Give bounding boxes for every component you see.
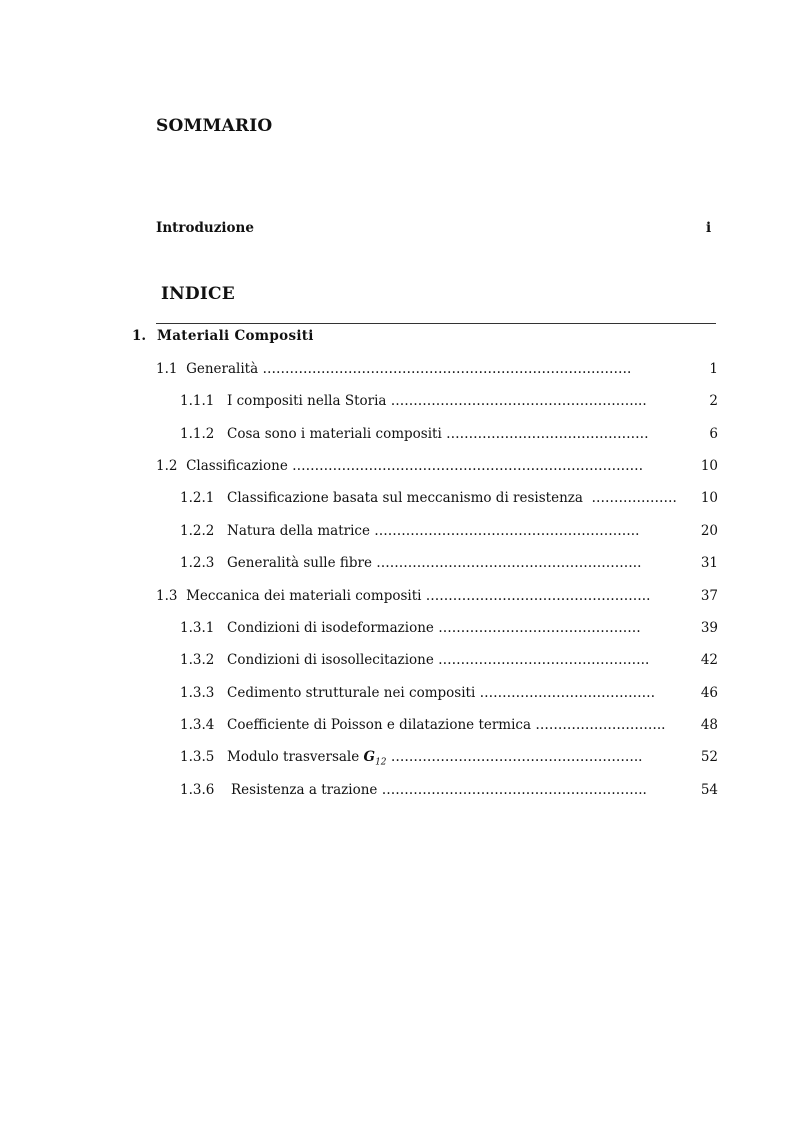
toc-entry[interactable] — [227, 523, 639, 539]
toc-number: 1.1.2 — [180, 426, 215, 442]
chapter-number: 1. — [132, 328, 147, 344]
toc-number: 1.3.1 — [180, 620, 215, 636]
toc-entry[interactable] — [227, 749, 642, 768]
toc-number: 1.1 — [156, 361, 178, 377]
toc-entry[interactable] — [227, 490, 677, 506]
toc-number: 1.1.1 — [180, 393, 215, 409]
toc-dots: ……………………………………… — [438, 620, 641, 636]
toc-page: 37 — [700, 588, 718, 604]
toc-dots: ………………………………… — [479, 685, 656, 701]
toc-dots: ………………………………………………….. — [374, 523, 640, 539]
toc-dots: …………………………………………………………………… — [292, 458, 644, 474]
toc-title: Natura della matrice — [227, 523, 370, 539]
toc-page: 10 — [700, 490, 718, 506]
toc-page: 39 — [700, 620, 718, 636]
toc-title: I compositi nella Storia — [227, 393, 387, 409]
index-divider — [156, 323, 716, 324]
toc-entry[interactable] — [156, 458, 643, 474]
toc-title: Generalità sulle fibre — [227, 555, 372, 571]
toc-title: Condizioni di isosollecitazione — [227, 652, 434, 668]
toc-number: 1.3.2 — [180, 652, 215, 668]
toc-dots: ………………. — [591, 490, 677, 506]
toc-dots: ………………………………………………... — [390, 393, 647, 409]
toc-page: 20 — [700, 523, 718, 539]
toc-number: 1.3.3 — [180, 685, 215, 701]
toc-page: 54 — [700, 782, 718, 798]
toc-page: 1 — [709, 361, 718, 377]
toc-entry[interactable] — [227, 426, 649, 442]
toc-page: 42 — [700, 652, 718, 668]
index-title: INDICE — [161, 284, 235, 304]
toc-entry[interactable] — [227, 685, 655, 701]
math-subscript: 12 — [375, 757, 387, 768]
toc-dots: ……………………………………… — [446, 426, 649, 442]
toc-page: 10 — [700, 458, 718, 474]
toc-number: 1.2.3 — [180, 555, 215, 571]
toc-title: Meccanica dei materiali compositi — [186, 588, 422, 604]
toc-dots: ………………………………………………….. — [381, 782, 647, 798]
toc-dots: ……………………………………….. — [438, 652, 650, 668]
toc-number: 1.2.1 — [180, 490, 215, 506]
toc-page: 48 — [700, 717, 718, 733]
toc-title: Classificazione basata sul meccanismo di resistenza — [227, 490, 583, 506]
math-symbol: $G_{12}$ — [363, 749, 387, 768]
toc-number: 1.3.4 — [180, 717, 215, 733]
toc-page: 52 — [700, 749, 718, 765]
toc-page: 2 — [709, 393, 718, 409]
toc-entry[interactable] — [231, 782, 647, 798]
intro-label[interactable]: Introduzione — [156, 220, 254, 236]
chapter-title[interactable]: Materiali Compositi — [157, 328, 314, 344]
toc-entry[interactable] — [227, 393, 647, 409]
toc-dots: ……………………………………………….. — [390, 749, 643, 765]
toc-title: Cosa sono i materiali compositi — [227, 426, 442, 442]
toc-page: 31 — [700, 555, 718, 571]
toc-title: Classificazione — [186, 458, 288, 474]
summary-title: SOMMARIO — [156, 116, 273, 136]
toc-title: Coefficiente di Poisson e dilatazione termica — [227, 717, 532, 733]
toc-title: Generalità — [186, 361, 259, 377]
toc-entry[interactable] — [227, 620, 641, 636]
toc-number: 1.2.2 — [180, 523, 215, 539]
toc-number: 1.2 — [156, 458, 178, 474]
toc-dots: ………………………………………….. — [425, 588, 651, 604]
intro-page: i — [706, 220, 712, 236]
toc-title: Cedimento strutturale nei compositi — [227, 685, 476, 701]
toc-entry[interactable] — [156, 361, 631, 377]
toc-page: 6 — [709, 426, 718, 442]
toc-number: 1.3.6 — [180, 782, 215, 798]
toc-title: Modulo trasversale — [227, 749, 360, 765]
toc-number: 1.3.5 — [180, 749, 215, 765]
toc-dots: ………………………………………………………………………. — [262, 361, 632, 377]
toc-title: Resistenza a trazione — [231, 782, 378, 798]
toc-page: 46 — [700, 685, 718, 701]
toc-entry[interactable] — [156, 588, 650, 604]
toc-number: 1.3 — [156, 588, 178, 604]
toc-entry[interactable] — [227, 555, 641, 571]
toc-dots: ……………………….. — [535, 717, 666, 733]
toc-title: Condizioni di isodeformazione — [227, 620, 434, 636]
toc-entry[interactable] — [227, 717, 665, 733]
toc-entry[interactable] — [227, 652, 649, 668]
toc-dots: ………………………………………………….. — [376, 555, 642, 571]
